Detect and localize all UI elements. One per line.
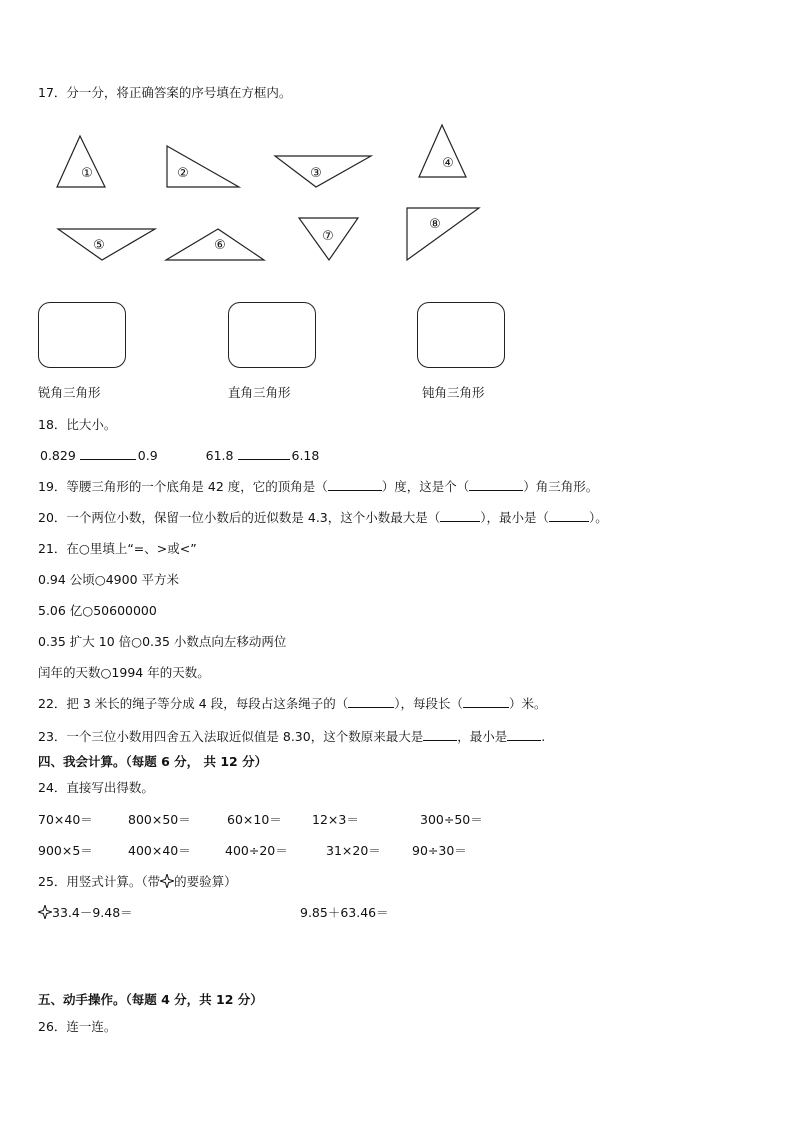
q18-item2-left: 61.8 <box>205 448 234 463</box>
four-point-star-icon <box>38 905 52 919</box>
q23-blank-1[interactable] <box>423 728 457 741</box>
four-point-star-icon <box>160 874 174 888</box>
q25-prompt <box>38 873 237 891</box>
right-triangle-answer-box[interactable] <box>228 302 316 368</box>
q19-text-2: ）度，这是个（ <box>381 479 470 494</box>
triangle-label-5: ⑤ <box>93 238 105 253</box>
q18-item2-right: 6.18 <box>291 448 320 463</box>
q20-text-2: ），最小是（ <box>480 510 550 525</box>
q24-prompt: 24．直接写出得数。 <box>38 780 154 795</box>
q24-r1-c3: 60×10＝ <box>227 812 282 827</box>
obtuse-triangle-answer-box[interactable] <box>417 302 505 368</box>
q24-r1-c2: 800×50＝ <box>128 812 191 827</box>
q19-text-1: 19．等腰三角形的一个底角是 42 度，它的顶角是（ <box>38 479 328 494</box>
triangle-label-4: ④ <box>442 156 454 171</box>
q24-r2-c3: 400÷20＝ <box>225 843 288 858</box>
q22-blank-2[interactable] <box>463 695 509 708</box>
triangle-figures <box>0 0 794 300</box>
q26-prompt: 26．连一连。 <box>38 1019 117 1034</box>
q20-question <box>38 509 608 527</box>
triangle-label-6: ⑥ <box>214 238 226 253</box>
q22-question <box>38 695 547 713</box>
q22-text-1: 22．把 3 米长的绳子等分成 4 段，每段占这条绳子的（ <box>38 696 349 711</box>
q25-expression-2: 9.85＋63.46＝ <box>300 905 389 920</box>
right-triangle-label: 直角三角形 <box>228 385 291 400</box>
q18-blank-1[interactable] <box>80 447 136 460</box>
q18-item1-right: 0.9 <box>137 448 158 463</box>
q17-prompt: 17．分一分，将正确答案的序号填在方框内。 <box>38 85 292 100</box>
q19-blank-1[interactable] <box>328 478 382 491</box>
q24-r1-c5: 300÷50＝ <box>420 812 483 827</box>
q25-text-after: 的要验算） <box>174 874 237 889</box>
q21-line-4: 闰年的天数○1994 年的天数。 <box>38 665 210 680</box>
q21-prompt: 21．在○里填上“=、>或<” <box>38 541 197 556</box>
q25-expression-1: 33.4－9.48＝ <box>52 905 133 920</box>
q20-text-3: ）。 <box>589 510 608 525</box>
q25-text-before: 25．用竖式计算。（带 <box>38 874 161 889</box>
q19-text-3: ）角三角形。 <box>523 479 599 494</box>
triangle-label-7: ⑦ <box>322 229 334 244</box>
q24-r1-c1: 70×40＝ <box>38 812 93 827</box>
q25-item-1 <box>38 904 133 922</box>
q24-r1-c4: 12×3＝ <box>312 812 359 827</box>
triangle-label-2: ② <box>177 166 189 181</box>
q18-item1-left: 0.829 <box>40 448 76 463</box>
q24-r2-c1: 900×5＝ <box>38 843 93 858</box>
q18-blank-2[interactable] <box>238 447 290 460</box>
triangle-label-3: ③ <box>310 166 322 181</box>
q21-line-1: 0.94 公顷○4900 平方米 <box>38 572 179 587</box>
q22-text-3: ）米。 <box>508 696 547 711</box>
q23-question <box>38 728 545 746</box>
obtuse-triangle-label: 钝角三角形 <box>422 385 485 400</box>
q21-line-2: 5.06 亿○50600000 <box>38 603 157 618</box>
q21-line-3: 0.35 扩大 10 倍○0.35 小数点向左移动两位 <box>38 634 287 649</box>
q20-blank-1[interactable] <box>440 509 480 522</box>
triangle-label-1: ① <box>81 166 93 181</box>
triangle-8 <box>407 208 479 260</box>
q19-question <box>38 478 598 496</box>
q24-r2-c5: 90÷30＝ <box>412 843 467 858</box>
q20-blank-2[interactable] <box>549 509 589 522</box>
q20-text-1: 20．一个两位小数，保留一位小数后的近似数是 4.3，这个小数最大是（ <box>38 510 441 525</box>
section-4-title: 四、我会计算。（每题 6 分， 共 12 分） <box>38 754 268 769</box>
q23-text-2: ，最小是 <box>457 729 508 744</box>
section-5-title: 五、动手操作。（每题 4 分，共 12 分） <box>38 992 263 1007</box>
q22-blank-1[interactable] <box>348 695 394 708</box>
acute-triangle-label: 锐角三角形 <box>38 385 101 400</box>
q24-r2-c2: 400×40＝ <box>128 843 191 858</box>
triangle-label-8: ⑧ <box>429 217 441 232</box>
q24-r2-c4: 31×20＝ <box>326 843 381 858</box>
triangle-5 <box>58 229 155 260</box>
acute-triangle-answer-box[interactable] <box>38 302 126 368</box>
q22-text-2: ），每段长（ <box>394 696 463 711</box>
q19-blank-2[interactable] <box>469 478 523 491</box>
triangle-3 <box>275 156 371 187</box>
q23-text-3: . <box>541 729 546 744</box>
q18-prompt: 18．比大小。 <box>38 417 117 432</box>
q23-text-1: 23．一个三位小数用四舍五入法取近似值是 8.30，这个数原来最大是 <box>38 729 424 744</box>
q18-items <box>40 447 319 465</box>
q23-blank-2[interactable] <box>507 728 541 741</box>
